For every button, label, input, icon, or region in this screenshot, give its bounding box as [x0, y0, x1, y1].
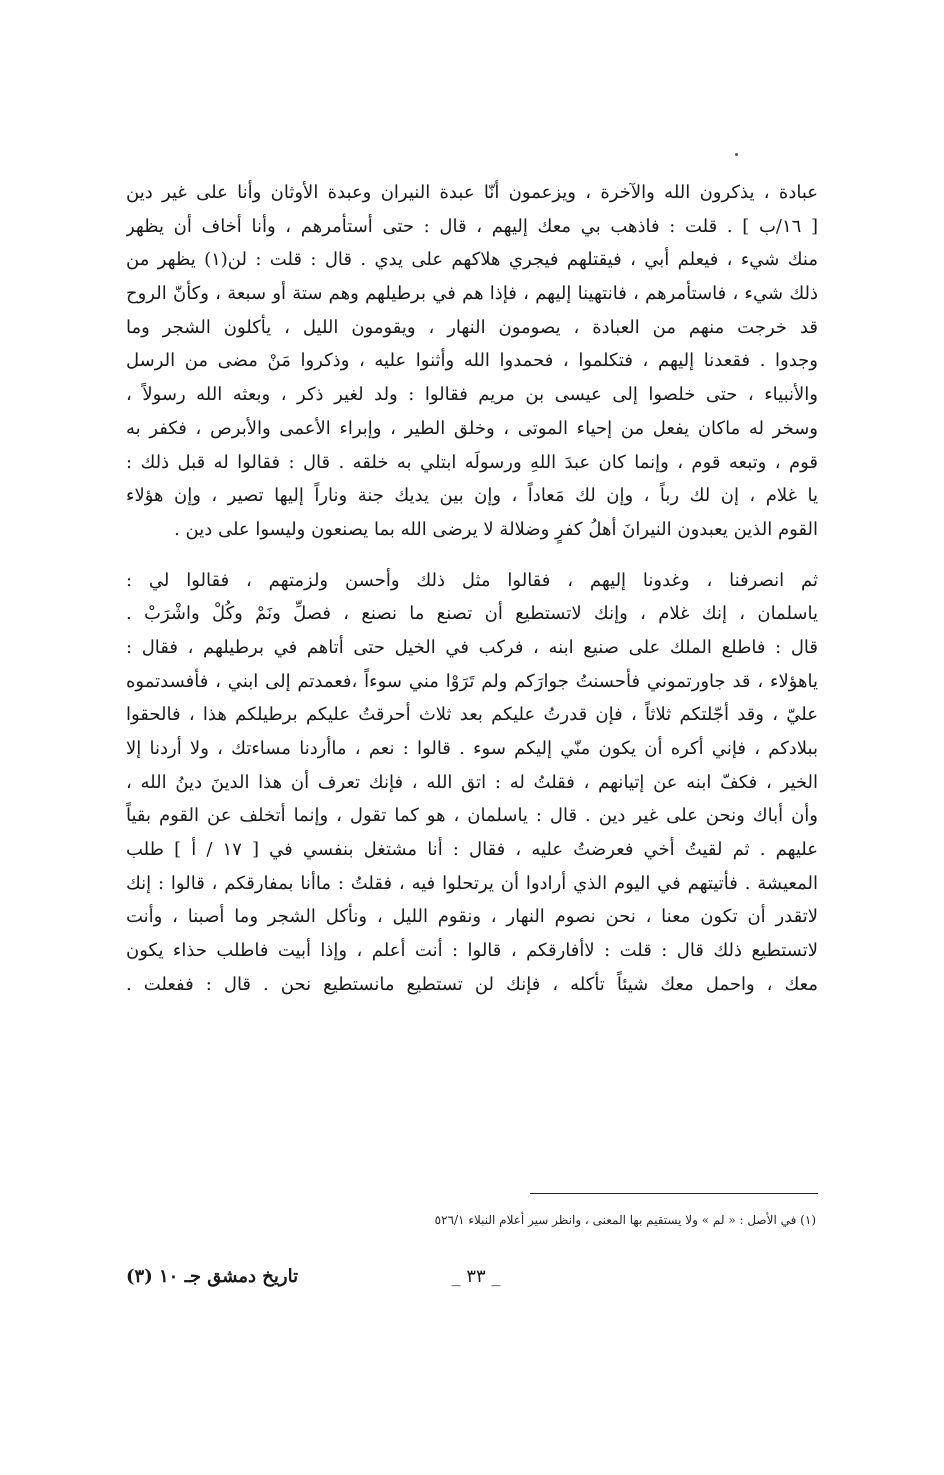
text-line: يا غلام ، إن لك رباً ، وإن لك مَعاداً ، وإن بين يديك جنة وناراً إليها تصير ، وإن هؤلاء: [126, 485, 818, 507]
text-line: عليّ ، وقد أجّلتكم ثلاثاً ، فإن قدرتُ عليكم بعد ثلاث أحرقتُ عليكم برطيلكم هذا ، فالحقوا: [126, 704, 818, 726]
text-line: عليهم . ثم لقيتُ أخي فعرضتُ عليه ، فقال : أنا مشتغل بنفسي في [ ١٧ / أ ] طلب: [126, 839, 818, 861]
page-number: _ ٣٣ _: [451, 1266, 501, 1287]
text-line: لاتقدر أن تكون معنا ، نحن نصوم النهار ، ونقوم الليل ، ونأكل الشجر وما أصبنا ، وأنت: [126, 906, 818, 928]
text-line: وجدوا . فقعدنا إليهم ، فتكلموا ، فحمدوا الله وأثنوا عليه ، وذكروا مَنْ مضى من الرسل: [126, 350, 818, 372]
text-line: القوم الذين يعبدون النيرانَ أهلُ كفرٍ وضلالة لا يرضى الله بما يصنعون وليسوا على دين .: [174, 518, 818, 540]
text-line: قال : فاطلع الملك على صنيع ابنه ، فركب في الخيل حتى أتاهم في برطيلهم ، فقال :: [126, 636, 818, 658]
main-text: [126, 176, 818, 1002]
footnote-divider: [530, 1193, 818, 1194]
text-line: ياهؤلاء ، قد جاورتموني فأحسنتُ جوارَكم ولم تَرَوْا مني سوءاً ،فعمدتم إلى ابني ، فأفسدتموه: [126, 670, 818, 692]
text-line: الخير ، فكفّ ابنه عن إتيانهم ، فقلتُ له : اتق الله ، فإنك تعرف أن هذا الدينَ دينُ الله ،: [126, 771, 818, 793]
text-line: قد خرجت منهم من العبادة ، يصومون النهار ، ويقومون الليل ، يأكلون الشجر وما: [126, 316, 818, 338]
text-line: والأنبياء ، حتى خلصوا إلى عيسى بن مريم فقالوا : ولد لغير ذكر ، وبعثه الله رسولاً ،: [126, 384, 818, 406]
stray-dot: [735, 153, 738, 156]
text-line: منك شيء ، فيعلم أبي ، فيقتلهم فيجري هلاكهم على يدي . قال : قلت : لن(١) يظهر من: [126, 249, 818, 271]
text-line: ذلك شيء ، فاستأمرهم ، فانتهينا إليهم ، فإذا هم في برطيلهم وهم ستة أو سبعة ، وكأنّ الروح: [126, 283, 818, 305]
text-line: قوم ، وتبعه قوم ، وإنما كان عبدَ اللهِ ورسولَه ابتلي به خلقه . قال : فقالوا له قبل ذلك :: [126, 451, 818, 473]
text-line: وسخر له ماكان يفعل من إحياء الموتى ، وخلق الطير ، وإبراء الأعمى والأبرص ، فكفر به: [126, 417, 818, 439]
text-line: ياسلمان ، إنك غلام ، وإنك لاتستطيع أن تصنع ما نصنع ، فصلِّ ونَمْ وكُلْ واشْرَبْ .: [126, 603, 818, 625]
paragraph-2: [126, 564, 818, 1002]
text-line: عبادة ، يذكرون الله والآخرة ، ويزعمون أنّا عبدة النيران وعبدة الأوثان وأنا على غير دين: [126, 182, 818, 203]
text-line: [ ١٦/ب ] . قلت : فاذهب بي معك إليهم ، قال : حتى أستأمرهم ، وأنا أخاف أن يظهر: [126, 215, 818, 237]
running-title: تاريخ دمشق جـ ١٠ (٣): [126, 1266, 299, 1287]
text-line: لاتستطيع ذلك قال : قلت : لاأفارقكم ، قالوا : أنت أعلم ، وإذا أبيت فاطلب حذاء يكون: [126, 940, 818, 962]
text-line: معك ، واحمل معك شيئاً تأكله ، فإنك لن تستطيع مانستطيع نحن . قال : ففعلت .: [126, 973, 818, 995]
text-line: ثم انصرفنا ، وغدونا إليهم ، فقالوا مثل ذلك وأحسن ولزمتهم ، فقالوا لي :: [126, 569, 818, 591]
text-line: المعيشة . فأتيتهم في اليوم الذي أرادوا أن يرتحلوا فيه ، فقلتُ : ماأنا بمفارقكم ، قالوا : إنك: [126, 872, 818, 894]
page-footer: [126, 1262, 818, 1292]
text-line: وأن أباك ونحن على غير دين . قال : ياسلمان ، هو كما تقول ، وإنما أتخلف عن القوم بقياً: [126, 805, 818, 827]
footnote: (١) في الأصل : « لم » ولا يستقيم بها المعنى ، وانظر سير أعلام النبلاء ٥٢٦/١: [434, 1213, 816, 1227]
text-line: ببلادكم ، فإني أكره أن يكون منّي إليكم سوء . قالوا : نعم ، ماأردنا مساءتك ، ولا أردنا إلا: [126, 738, 818, 759]
paragraph-1: [126, 176, 818, 547]
